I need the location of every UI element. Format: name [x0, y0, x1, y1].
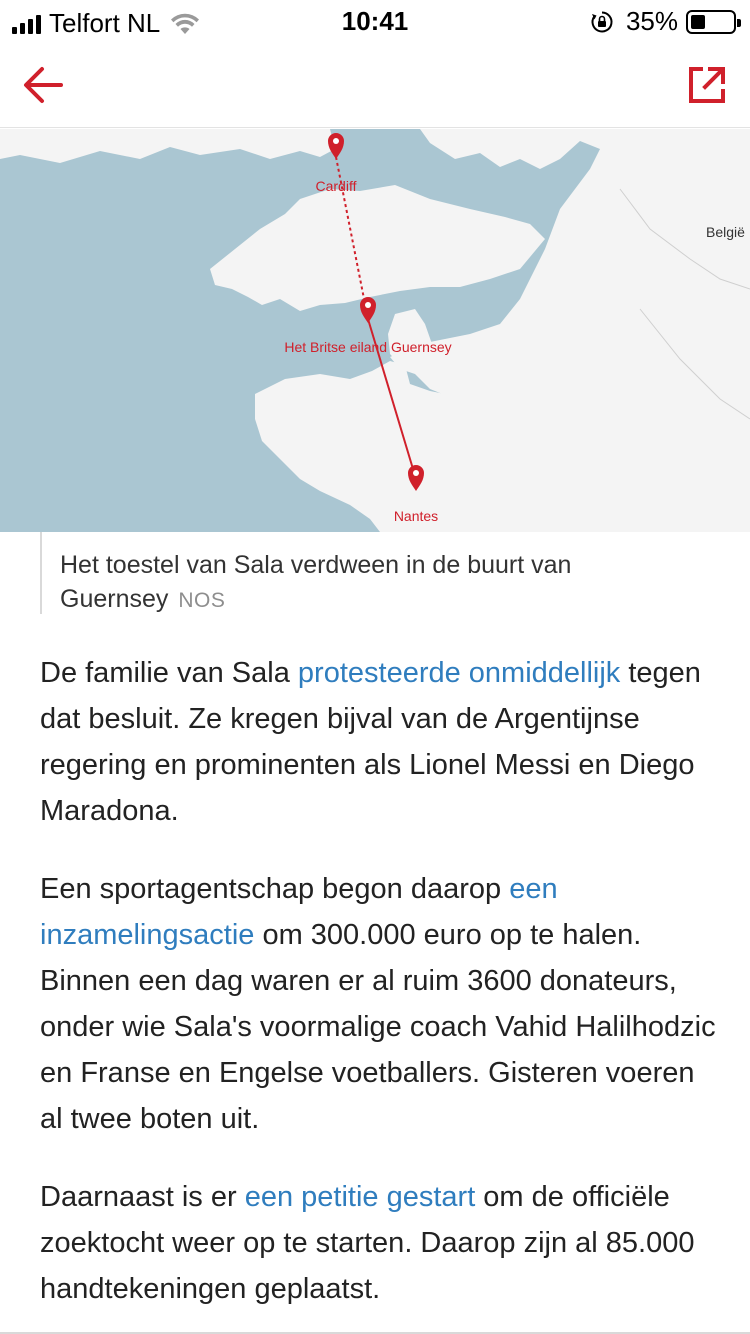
- paragraph-text: De familie van Sala: [40, 657, 298, 689]
- back-button[interactable]: [20, 62, 66, 108]
- battery-fill: [691, 15, 705, 29]
- map-pin-icon[interactable]: [360, 297, 376, 323]
- route-map[interactable]: [0, 129, 750, 532]
- link-protesteerde-onmiddellijk[interactable]: protesteerde onmiddellijk: [297, 657, 621, 689]
- caption-source: NOS: [178, 589, 226, 612]
- map-label-belgie: België: [706, 224, 745, 240]
- carrier-name: Telfort NL: [49, 8, 161, 38]
- arrow-left-icon: [22, 65, 64, 105]
- map-pin-icon[interactable]: [328, 133, 344, 159]
- status-time: 10:41: [341, 6, 409, 36]
- land-wales: [0, 129, 335, 163]
- status-bar: [0, 0, 750, 42]
- paragraph-text: Een sportagentschap begon daarop: [40, 873, 510, 905]
- share-button[interactable]: [684, 62, 730, 108]
- land-southwest-england: [210, 185, 545, 311]
- nav-bar: [0, 42, 750, 128]
- map-label-guernsey: Het Britse eiland Guernsey: [284, 339, 452, 355]
- image-caption: [40, 532, 720, 614]
- paragraph-text: Daarnaast is er: [40, 1181, 245, 1213]
- link-petitie-gestart[interactable]: een petitie gestart: [244, 1181, 476, 1213]
- caption-text: Het toestel van Sala verdween in de buurt van Guernsey: [60, 551, 572, 613]
- battery-percent: 35%: [625, 6, 678, 36]
- article-body: [40, 650, 720, 1334]
- article-paragraph: [40, 650, 720, 834]
- battery-icon: [686, 10, 736, 34]
- link-inzamelingsactie[interactable]: een inzamelingsactie: [40, 873, 558, 951]
- paragraph-text: om de officiële zoektocht weer op te starten. Daarop zijn al 85.000 handtekeningen geplaatst.: [40, 1181, 695, 1305]
- map-canvas: [0, 129, 750, 532]
- article-paragraph: [40, 1174, 720, 1312]
- status-right: [590, 6, 736, 37]
- article-paragraph: [40, 866, 720, 1142]
- map-label-cardiff: Cardiff: [315, 178, 357, 194]
- paragraph-text: tegen dat besluit. Ze kregen bijval van de Argentijnse regering en prominenten als Lionel Messi en Diego Maradona.: [40, 657, 701, 827]
- paragraph-text: om 300.000 euro op te halen. Binnen een dag waren er al ruim 3600 donateurs, onder wie Sala's voormalige coach Vahid Halilhodzic en Franse en Engelse voetballers. Gisteren voeren al twee boten uit.: [40, 919, 716, 1135]
- external-share-icon: [687, 65, 727, 105]
- orientation-lock-icon: [590, 10, 614, 34]
- map-label-nantes: Nantes: [393, 508, 439, 524]
